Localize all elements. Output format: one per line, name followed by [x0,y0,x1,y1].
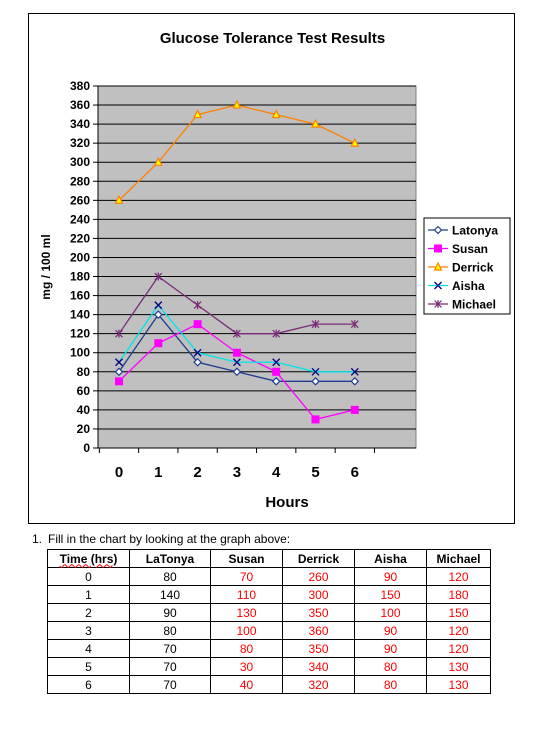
data-point-susan [155,340,162,347]
x-tick-label: 3 [232,464,242,481]
table-cell: 150 [427,604,491,622]
y-tick-label: 60 [76,383,90,398]
table-cell: 5 [48,658,130,676]
y-tick-label: 280 [69,174,90,189]
y-axis-label: mg / 100 ml [39,234,53,300]
header-aisha: Aisha [355,550,427,568]
table-header-row [48,550,491,568]
table-cell: 6 [48,676,130,694]
table-cell: 80 [130,568,211,586]
data-point-susan [233,349,240,356]
y-tick-label: 300 [69,155,90,170]
table-cell: 120 [427,622,491,640]
table-cell: 0 [48,568,130,586]
question-number: 1. [32,532,43,546]
y-tick-label: 360 [69,98,90,113]
table-cell: 80 [130,622,211,640]
data-point-susan [351,406,358,413]
legend-label-latonya: Latonya [452,223,499,238]
table-row [48,640,491,658]
x-tick-label: 6 [350,464,359,481]
table-cell: 90 [355,568,427,586]
y-tick-label: 260 [69,193,90,208]
table-cell: 90 [355,622,427,640]
table-cell: 130 [211,604,283,622]
table-cell: 320 [283,676,355,694]
legend-label-derrick: Derrick [452,260,494,275]
y-tick-label: 160 [69,288,90,303]
table-row [48,676,491,694]
x-tick-label: 5 [311,464,320,481]
y-tick-label: 140 [69,307,90,322]
table-cell: 300 [283,586,355,604]
y-tick-label: 240 [69,212,90,227]
plot-area [98,86,416,448]
table-cell: 70 [130,676,211,694]
y-tick-label: 100 [69,345,90,360]
header-latonya: LaTonya [130,550,211,568]
header-time: Time (hrs) [48,550,130,568]
y-tick-label: 120 [69,326,90,341]
y-tick-label: 200 [69,250,90,265]
table-cell: 70 [130,658,211,676]
table-cell: 140 [130,586,211,604]
table-cell: 90 [130,604,211,622]
table-cell: 150 [355,586,427,604]
table-cell: 340 [283,658,355,676]
line-chart [29,14,516,525]
y-tick-label: 40 [76,402,90,417]
table-cell: 100 [355,604,427,622]
table-cell: 30 [211,658,283,676]
legend-label-susan: Susan [452,242,489,256]
table-cell: 70 [211,568,283,586]
header-michael: Michael [427,550,491,568]
chart-frame [28,13,515,524]
table-cell: 3 [48,622,130,640]
question-1 [32,532,290,546]
table-cell: 120 [427,640,491,658]
legend-marker-susan [435,245,442,252]
y-tick-label: 0 [83,441,90,455]
header-susan: Susan [211,550,283,568]
y-tick-label: 220 [69,231,90,246]
data-point-susan [312,416,319,423]
table-cell: 120 [427,568,491,586]
data-point-susan [116,378,123,385]
x-tick-label: 1 [154,464,163,481]
table-cell: 4 [48,640,130,658]
y-tick-label: 340 [69,117,90,132]
table-row [48,604,491,622]
table-cell: 350 [283,640,355,658]
y-tick-label: 20 [76,421,90,436]
chart-title: Glucose Tolerance Test Results [159,30,386,47]
table-cell: 40 [211,676,283,694]
x-axis-label: Hours [265,494,309,511]
x-tick-label: 4 [272,464,281,481]
answer-table [47,549,491,694]
table-cell: 80 [355,676,427,694]
table-row [48,622,491,640]
table-cell: 100 [211,622,283,640]
table-row [48,586,491,604]
y-tick-label: 320 [69,136,90,151]
table-cell: 80 [211,640,283,658]
x-tick-label: 2 [193,464,202,481]
table-cell: 1 [48,586,130,604]
table-row [48,568,491,586]
header-derrick: Derrick [283,550,355,568]
table-cell: 70 [130,640,211,658]
y-tick-label: 180 [69,269,90,284]
table-cell: 2 [48,604,130,622]
data-point-susan [273,368,280,375]
table-cell: 130 [427,658,491,676]
table-cell: 130 [427,676,491,694]
table-cell: 360 [283,622,355,640]
table-cell: 260 [283,568,355,586]
legend-label-aisha: Aisha [452,279,485,293]
question-text: Fill in the chart by looking at the graph above: [48,532,291,546]
data-point-susan [194,321,201,328]
table-cell: 180 [427,586,491,604]
y-tick-label: 80 [76,364,90,379]
x-tick-label: 0 [114,464,124,481]
table-cell: 80 [355,658,427,676]
table-cell: 110 [211,586,283,604]
table-cell: 90 [355,640,427,658]
table-cell: 350 [283,604,355,622]
legend-label-michael: Michael [452,297,497,312]
table-row [48,658,491,676]
y-tick-label: 380 [69,79,90,93]
